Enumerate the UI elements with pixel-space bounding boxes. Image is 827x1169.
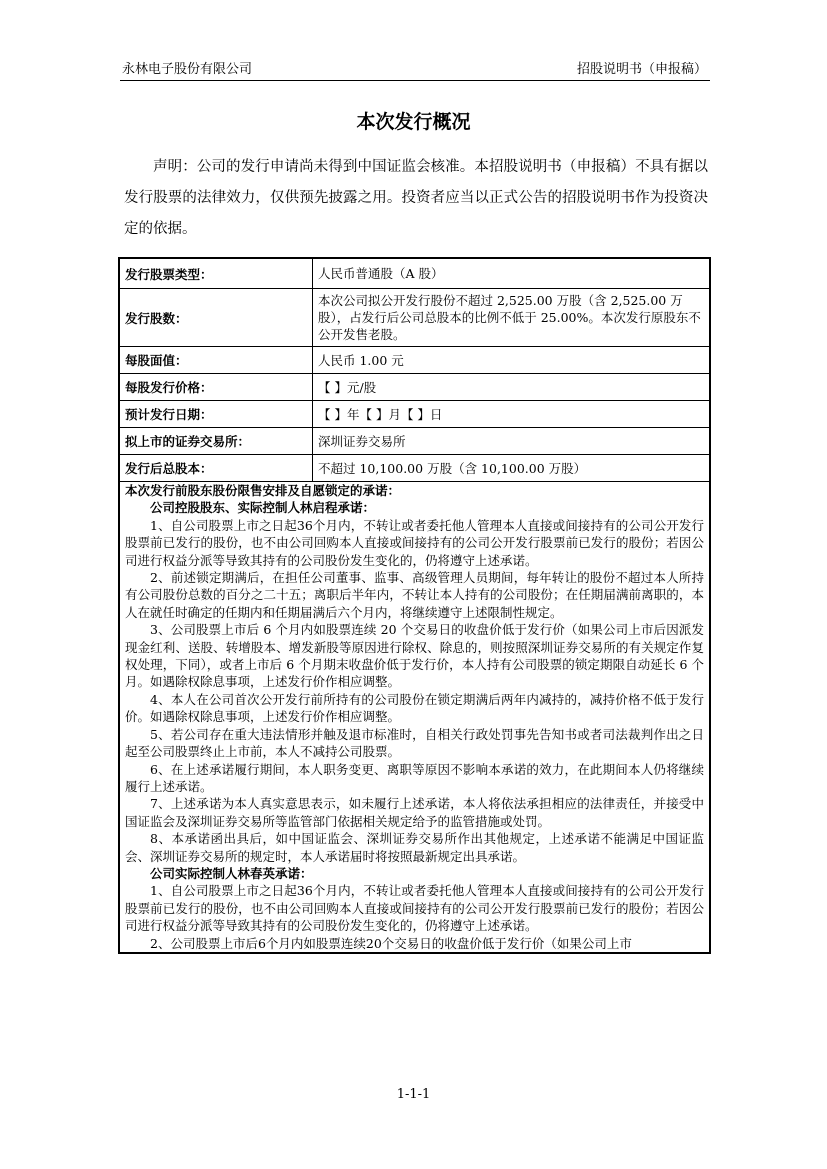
table-row (119, 401, 710, 428)
header-company: 永林电子股份有限公司 (122, 62, 253, 77)
row-value: 本次公司拟公开发行股份不超过 2,525.00 万股（含 2,525.00 万股），占发行后公司总股本的比例不低于 25.00%。本次发行原股东不公开发售老股。 (313, 289, 711, 347)
pledge-title: 本次发行前股东股份限售安排及自愿锁定的承诺： (125, 483, 401, 498)
pledge-cell (119, 482, 710, 953)
pledge-paragraph: 2、公司股票上市后6个月内如股票连续20个交易日的收盘价低于发行价（如果公司上市 (150, 935, 632, 951)
offering-table (118, 257, 711, 954)
statement: 声明：公司的发行申请尚未得到中国证监会核准。本招股说明书（申报稿）不具有据以发行股票的法律效力，仅供预先披露之用。投资者应当以正式公告的招股说明书作为投资决定的依据。 (124, 159, 708, 237)
row-label: 每股发行价格： (119, 374, 313, 401)
table-row (119, 289, 710, 347)
row-label: 预计发行日期： (119, 401, 313, 428)
pledge-row (119, 482, 710, 953)
table-row (119, 258, 710, 289)
pledge-paragraph: 3、公司股票上市后 6 个月内如股票连续 20 个交易日的收盘价低于发行价（如果公司上市后因派发现金红利、送股、转增股本、增发新股等原因进行除权、除息的，则按照深圳证券交易所的有关规定作复权处理，下同），或者上市后 6 个月期末收盘价低于发行价，本人持有公司股票的锁定期限自动延长 6 个月。如遇除权除息事项，上述发行价作相应调整。 (125, 622, 704, 690)
table-row (119, 428, 710, 455)
pledge-paragraph: 4、本人在公司首次公开发行前所持有的公司股份在锁定期满后两年内减持的，减持价格不低于发行价。如遇除权除息事项，上述发行价作相应调整。 (125, 691, 704, 725)
pledge-paragraph: 5、若公司存在重大违法情形并触及退市标准时，自相关行政处罚事先告知书或者司法裁判作出之日起至公司股票终止上市前，本人不减持公司股票。 (125, 726, 704, 760)
row-value: 人民币普通股（A 股） (313, 258, 711, 289)
row-value: 不超过 10,100.00 万股（含 10,100.00 万股） (313, 455, 711, 482)
row-value: 深圳证券交易所 (313, 428, 711, 455)
header-divider (120, 80, 710, 81)
pledge-paragraph: 8、本承诺函出具后，如中国证监会、深圳证券交易所作出其他规定，上述承诺不能满足中国证监会、深圳证券交易所的规定时，本人承诺届时将按照最新规定出具承诺。 (125, 831, 704, 864)
pledge-paragraph: 1、自公司股票上市之日起36个月内，不转让或者委托他人管理本人直接或间接持有的公司公开发行股票前已发行的股份，也不由公司回购本人直接或间接持有的公司公开发行股票前已发行的股份；若因公司进行权益分派等导致其持有的公司股份发生变化的，仍将遵守上述承诺。 (125, 517, 704, 568)
header-doc-type: 招股说明书（申报稿） (576, 62, 707, 77)
table-row (119, 374, 710, 401)
row-value: 人民币 1.00 元 (313, 347, 711, 374)
page-number: 1-1-1 (396, 1087, 431, 1102)
row-label: 发行股票类型： (119, 258, 313, 289)
table-row (119, 347, 710, 374)
row-label: 发行后总股本： (119, 455, 313, 482)
pledge-paragraph: 1、自公司股票上市之日起36个月内，不转让或者委托他人管理本人直接或间接持有的公司公开发行股票前已发行的股份，也不由公司回购本人直接或间接持有的公司公开发行股票前已发行的股份；若因公司进行权益分派等导致其持有的公司股份发生变化的，仍将遵守上述承诺。 (125, 883, 704, 934)
row-value: 【 】年【 】月【 】日 (313, 401, 711, 428)
row-label: 每股面值： (119, 347, 313, 374)
pledge-paragraph: 7、上述承诺为本人真实意思表示，如未履行上述承诺，本人将依法承担相应的法律责任，并接受中国证监会及深圳证券交易所等监管部门依据相关规定给予的监管措施或处罚。 (125, 796, 704, 829)
row-value: 【 】元/股 (313, 374, 711, 401)
table-row (119, 455, 710, 482)
pledge-paragraph: 2、前述锁定期满后，在担任公司董事、监事、高级管理人员期间，每年转让的股份不超过本人所持有公司股份总数的百分之二十五；离职后半年内，不转让本人持有的公司股份；在任期届满前离职的，本人在就任时确定的任期内和任期届满后六个月内，将继续遵守上述限制性规定。 (125, 570, 704, 620)
pledge-heading-2: 公司实际控制人林春英承诺： (150, 865, 313, 881)
row-label: 发行股数： (119, 289, 313, 347)
page-title: 本次发行概况 (356, 111, 471, 133)
pledge-paragraph: 6、在上述承诺履行期间，本人职务变更、离职等原因不影响本承诺的效力，在此期间本人仍将继续履行上述承诺。 (125, 761, 704, 794)
row-label: 拟上市的证券交易所： (119, 428, 313, 455)
pledge-heading-1: 公司控股股东、实际控制人林启程承诺： (150, 500, 376, 516)
